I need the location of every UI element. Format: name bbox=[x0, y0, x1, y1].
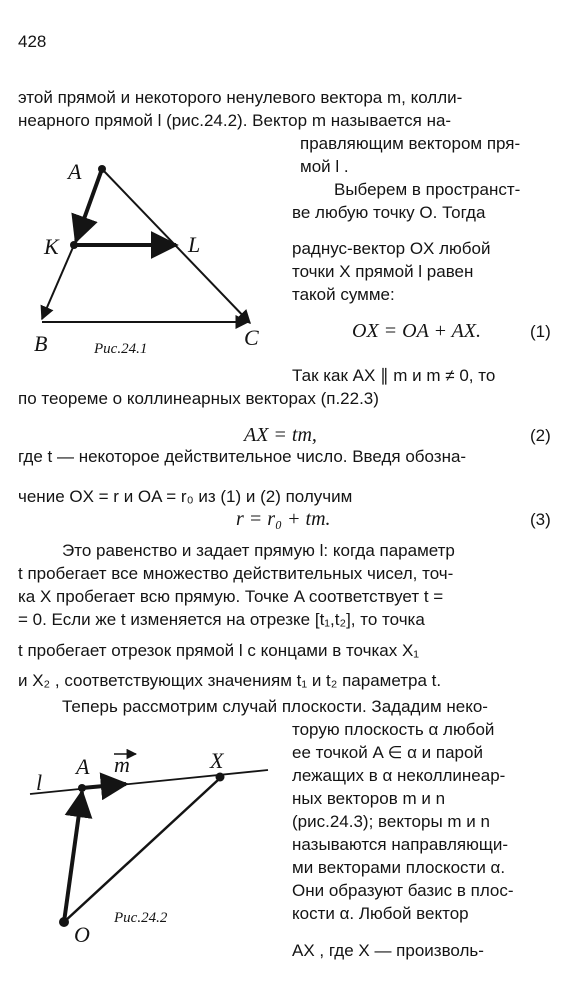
page-number: 428 bbox=[18, 32, 47, 51]
text-line: t пробегает все множество действительных чисел, точ- bbox=[18, 564, 454, 583]
text-line: мой l . bbox=[300, 157, 349, 176]
point-x bbox=[216, 773, 225, 782]
label-m: m bbox=[114, 752, 130, 777]
text-line: Они образуют базис в плос- bbox=[292, 881, 514, 900]
text-line: ее точкой A ∈ α и парой bbox=[292, 743, 483, 762]
point-k bbox=[70, 241, 78, 249]
segment-ox bbox=[64, 780, 218, 922]
text-line: раднус-вектор OX любой bbox=[292, 239, 491, 258]
equation-3: r = r₀ + tm. bbox=[236, 508, 331, 530]
text-line: и X₂ , соответствующих значениям t₁ и t₂ параметра t. bbox=[18, 671, 442, 690]
text-line: AX , где X — произволь- bbox=[292, 941, 484, 960]
figure-24-1 bbox=[20, 155, 280, 365]
text-line: Выберем в пространст- bbox=[334, 180, 521, 199]
text-line: торую плоскость α любой bbox=[292, 720, 495, 739]
caption-24-2: Рис.24.2 bbox=[114, 910, 168, 926]
text-line: (рис.24.3); векторы m и n bbox=[292, 812, 490, 831]
text-line: Так как AX ∥ m и m ≠ 0, то bbox=[292, 366, 496, 385]
text-line: этой прямой и некоторого ненулевого вектора m, колли- bbox=[18, 88, 463, 107]
label-o: O bbox=[74, 922, 90, 947]
figure-24-2 bbox=[20, 740, 280, 950]
label-a: A bbox=[68, 159, 82, 184]
text-line: по теореме о коллинеарных векторах (п.22.3) bbox=[18, 389, 379, 408]
text-line: ных векторов m и n bbox=[292, 789, 446, 808]
text-line: ве любую точку O. Тогда bbox=[292, 203, 486, 222]
vector-m bbox=[82, 784, 126, 788]
text-line: кости α. Любой вектор bbox=[292, 904, 469, 923]
label-x: X bbox=[210, 748, 224, 773]
vector-oa bbox=[64, 792, 82, 922]
text-line: Теперь рассмотрим случай плоскости. Зададим неко- bbox=[62, 697, 488, 716]
label-c: C bbox=[244, 325, 259, 350]
text-line: = 0. Если же t изменяется на отрезке [t₁,t₂], то точка bbox=[18, 610, 425, 629]
label-b: B bbox=[34, 331, 48, 356]
text-line: t пробегает отрезок прямой l с концами в точках X₁ bbox=[18, 641, 420, 660]
equation-3-number: (3) bbox=[530, 510, 551, 529]
line-l bbox=[30, 770, 268, 794]
equation-2-number: (2) bbox=[530, 426, 551, 445]
text-line: точки X прямой l равен bbox=[292, 262, 474, 281]
caption-24-1: Рис.24.1 bbox=[94, 341, 148, 357]
point-a bbox=[98, 165, 106, 173]
label-l: L bbox=[188, 232, 201, 257]
equation-1-number: (1) bbox=[530, 322, 551, 341]
equation-2: AX = tm, bbox=[244, 424, 317, 446]
text-line: Это равенство и задает прямую l: когда параметр bbox=[62, 541, 455, 560]
text-line: где t — некоторое действительное число. Введя обозна- bbox=[18, 447, 467, 466]
text-line: называются направляющи- bbox=[292, 835, 508, 854]
text-line: ми векторами плоскости α. bbox=[292, 858, 506, 877]
equation-1: OX = OA + AX. bbox=[352, 320, 482, 342]
text-line: неарного прямой l (рис.24.2). Вектор m называется на- bbox=[18, 111, 452, 130]
point-o bbox=[59, 917, 69, 927]
label-l: l bbox=[36, 770, 43, 795]
label-k: K bbox=[44, 234, 59, 259]
point-a bbox=[78, 784, 86, 792]
text-line: правляющим вектором пря- bbox=[300, 134, 521, 153]
text-line: чение OX = r и OA = r₀ из (1) и (2) получим bbox=[18, 487, 353, 506]
label-a: A bbox=[76, 754, 90, 779]
text-line: ка X пробегает всю прямую. Точке A соответствует t = bbox=[18, 587, 444, 606]
text-line: такой сумме: bbox=[292, 285, 395, 304]
text-line: лежащих в α неколлинеар- bbox=[292, 766, 506, 785]
